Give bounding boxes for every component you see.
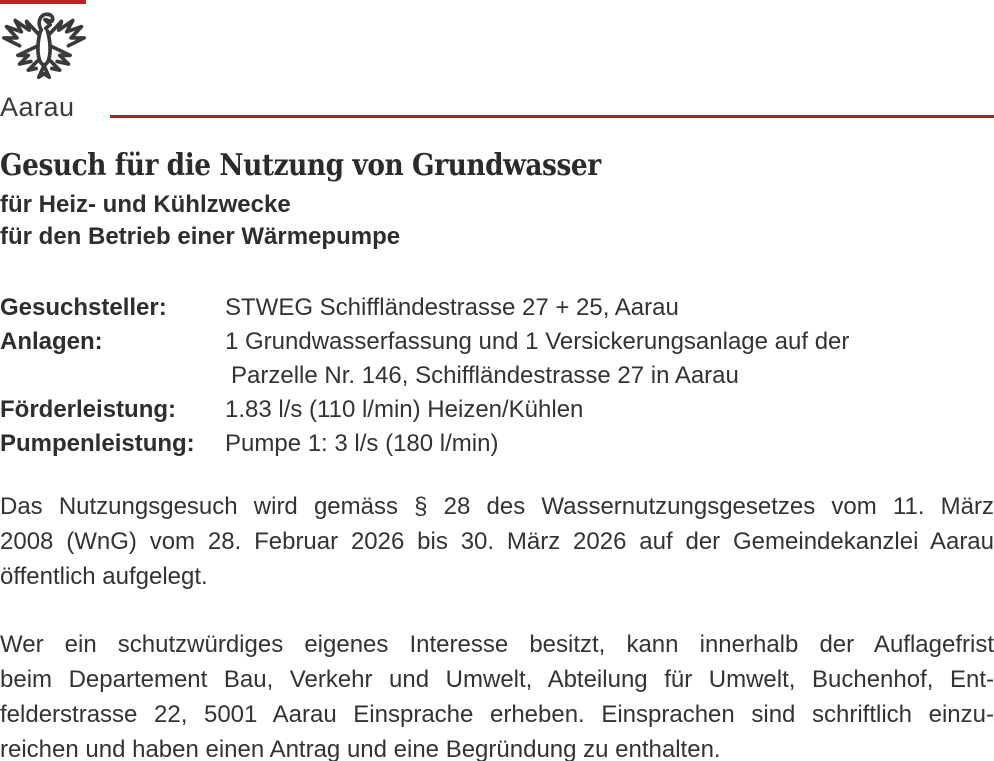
subtitle-operation: für den Betrieb einer Wärmepumpe [0, 223, 401, 250]
subtitles [0, 189, 994, 253]
detail-label-pump-capacity: Pumpenleistung: [0, 430, 195, 457]
detail-value-line: Parzelle Nr. 146, Schiffländestrasse 27 in Aarau [231, 362, 739, 389]
paragraph-line: reichen und haben einen Antrag und eine Begründung zu enthalten. [0, 736, 721, 761]
paragraph-line: Wer ein schutzwürdiges eigenes Interesse besitzt, kann innerhalb der Auflagefrist [0, 631, 994, 658]
detail-value-extraction-rate [225, 393, 994, 427]
paragraph-line: Das Nutzungsgesuch wird gemäss § 28 des Wassernutzungsgesetzes vom 11. März [0, 493, 994, 520]
detail-value-line: 1.83 l/s (110 l/min) Heizen/Kühlen [225, 396, 584, 423]
header-rule [110, 115, 994, 118]
paragraph-line: öffentlich aufgelegt. [0, 563, 208, 590]
brand-wordmark: Aarau [0, 92, 75, 122]
subtitle-purpose: für Heiz- und Kühlzwecke [0, 191, 291, 218]
detail-value-pump-capacity [225, 427, 994, 461]
paragraph-line: 2008 (WnG) vom 28. Februar 2026 bis 30. März 2026 auf der Gemeindekanzlei Aarau [0, 528, 994, 555]
aarau-logo [0, 10, 110, 121]
brand-row [0, 10, 994, 121]
application-details [0, 291, 994, 461]
detail-label-extraction-rate: Förderleistung: [0, 396, 177, 423]
detail-value-applicant [225, 291, 994, 325]
detail-value-line: STWEG Schiffländestrasse 27 + 25, Aarau [225, 294, 679, 321]
paragraph-line: beim Departement Bau, Verkehr und Umwelt, Abteilung für Umwelt, Buchenhof, Ent- [0, 666, 994, 693]
detail-value-facilities [225, 325, 994, 393]
publication-paragraph [0, 489, 994, 594]
detail-value-line: 1 Grundwasserfassung und 1 Versickerungsanlage auf der [225, 328, 850, 355]
page-title: Gesuch für die Nutzung von Grundwasser [0, 148, 601, 183]
detail-value-line: Pumpe 1: 3 l/s (180 l/min) [225, 430, 499, 457]
detail-label-facilities: Anlagen: [0, 328, 103, 355]
notice-body [0, 121, 994, 761]
paragraph-line: felderstrasse 22, 5001 Aarau Einsprache erheben. Einsprachen sind schriftlich einzu- [0, 701, 994, 728]
header [0, 0, 994, 121]
objection-paragraph [0, 627, 994, 761]
brand-topbar [0, 0, 86, 4]
aarau-eagle-icon [0, 10, 88, 92]
detail-label-applicant: Gesuchsteller: [0, 294, 167, 321]
